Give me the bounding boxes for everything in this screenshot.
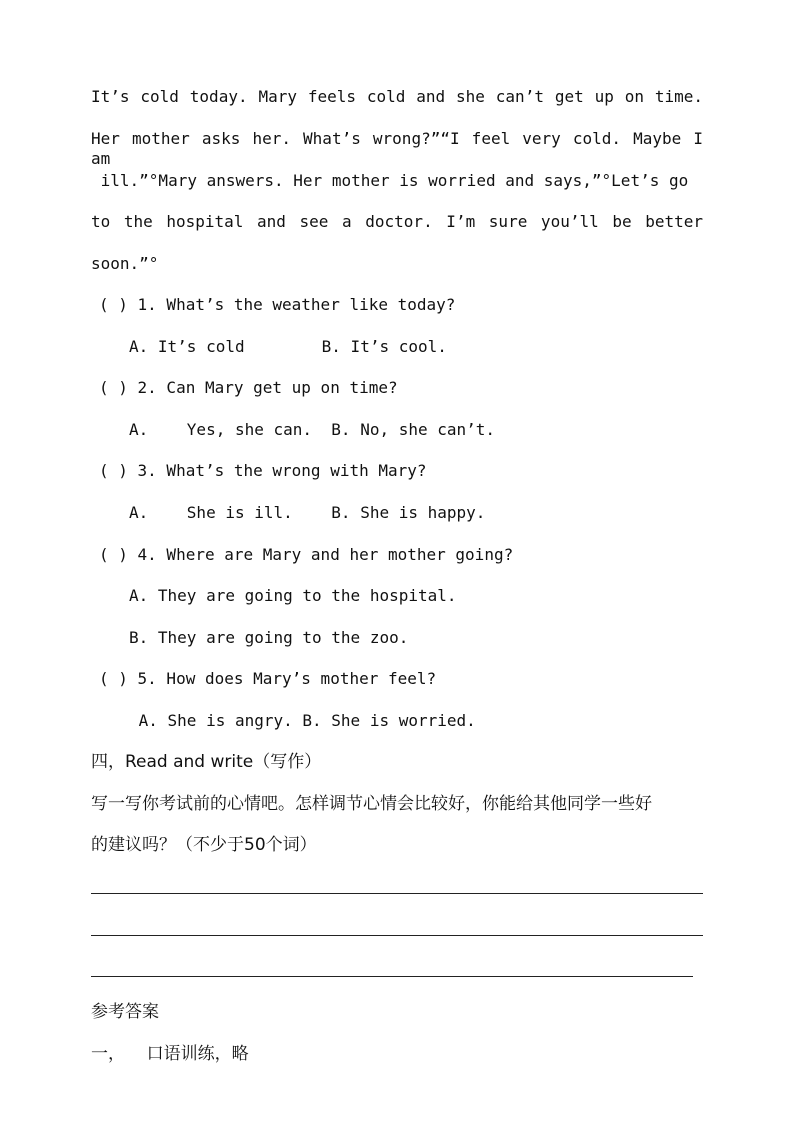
passage-line-5: soon.”°: [91, 254, 159, 273]
passage-line-2: Her mother asks her. What’s wrong?”“I feel very cold. Maybe I am: [91, 129, 703, 168]
passage-line-1: It’s cold today. Mary feels cold and she can’t get up on time.: [91, 87, 703, 106]
answers-heading: 参考答案: [91, 1002, 159, 1022]
question-4-stem: ( ) 4. Where are Mary and her mother going?: [99, 545, 514, 564]
section-4-heading: 四，Read and write（写作）: [91, 752, 322, 772]
question-3-stem: ( ) 3. What’s the wrong with Mary?: [99, 461, 427, 480]
question-2-stem: ( ) 2. Can Mary get up on time?: [99, 378, 398, 397]
question-2-options: A. Yes, she can. B. No, she can’t.: [129, 420, 496, 439]
section-4-prompt-line-2: 的建议吗？（不少于50个词）: [91, 835, 317, 855]
question-5-stem: ( ) 5. How does Mary’s mother feel?: [99, 669, 437, 688]
writing-line-1[interactable]: [91, 893, 703, 894]
question-5-options: A. She is angry. B. She is worried.: [129, 711, 476, 730]
question-4-option-b: B. They are going to the zoo.: [129, 628, 409, 647]
question-1-options: A. It’s cold B. It’s cool.: [129, 337, 447, 356]
question-3-options: A. She is ill. B. She is happy.: [129, 503, 486, 522]
answers-item-1: 一， 口语训练，略: [91, 1044, 249, 1064]
writing-line-2[interactable]: [91, 935, 703, 936]
passage-line-4: to the hospital and see a doctor. I’m sure you’ll be better: [91, 212, 703, 231]
section-4-prompt-line-1: 写一写你考试前的心情吧。怎样调节心情会比较好，你能给其他同学一些好: [91, 794, 652, 814]
question-1-stem: ( ) 1. What’s the weather like today?: [99, 295, 456, 314]
question-4-option-a: A. They are going to the hospital.: [129, 586, 457, 605]
writing-line-3[interactable]: [91, 976, 693, 977]
passage-line-3: ill.”°Mary answers. Her mother is worried and says,”°Let’s go: [91, 171, 689, 190]
